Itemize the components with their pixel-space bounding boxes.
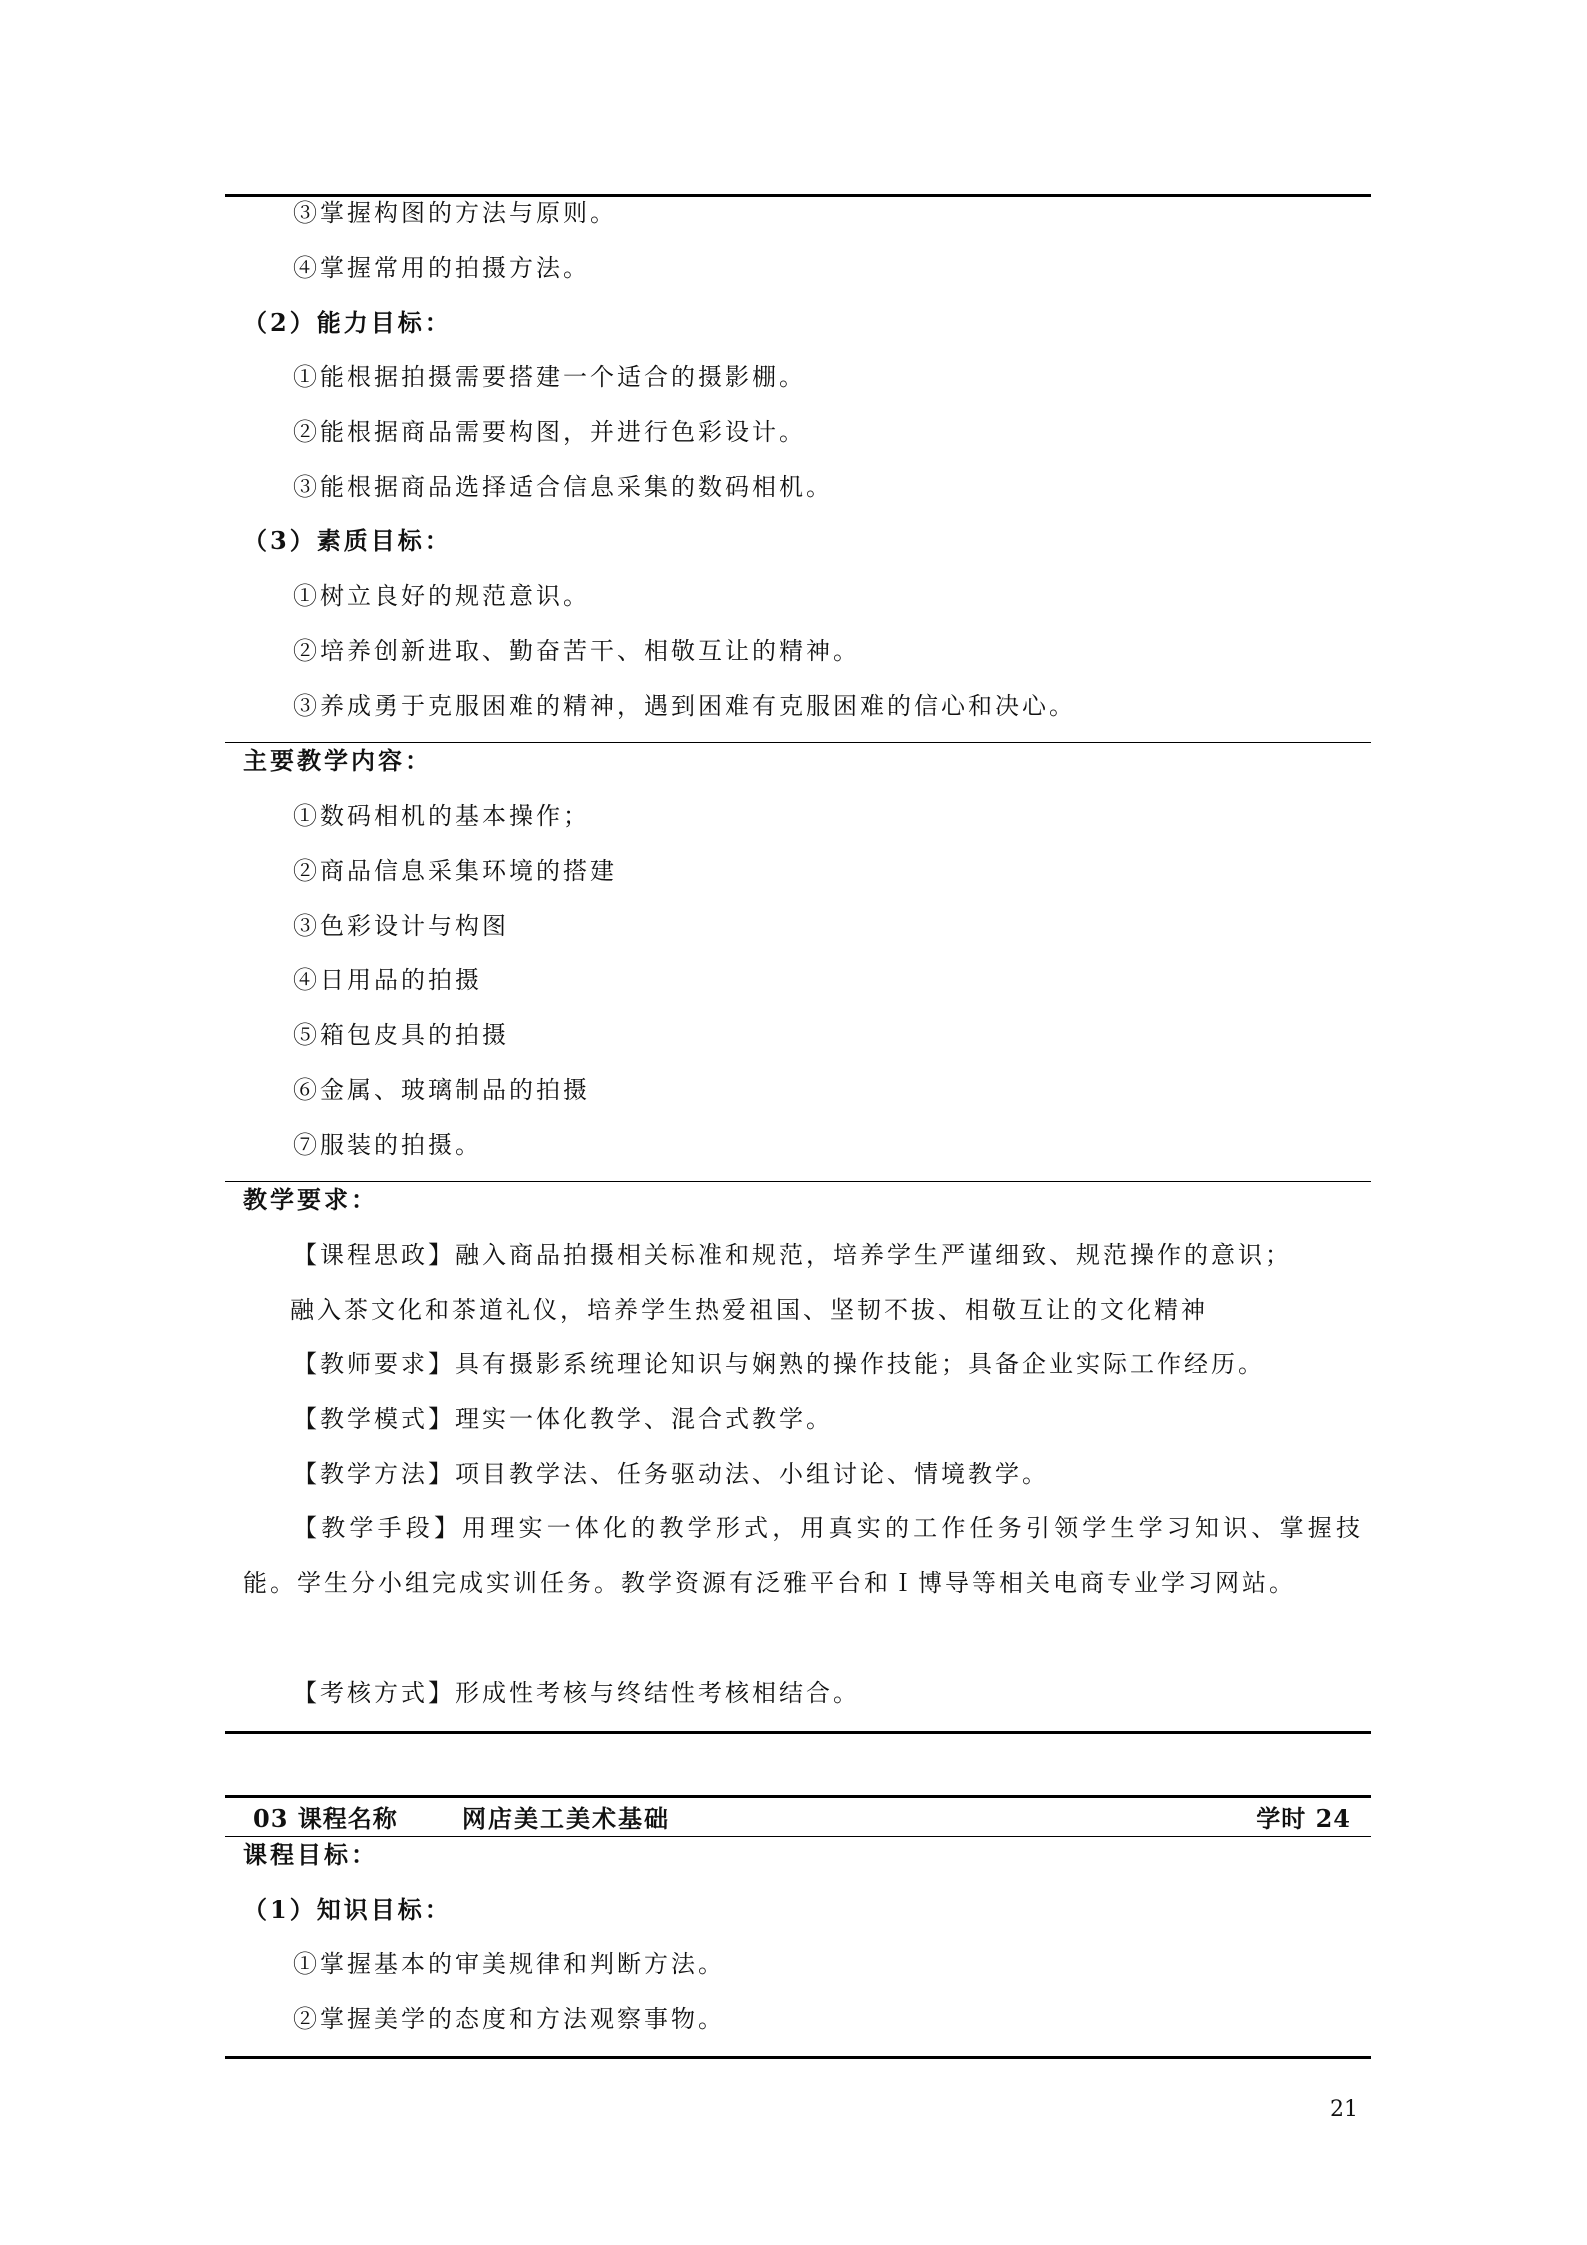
teacher-requirement: 【教师要求】具有摄影系统理论知识与娴熟的操作技能；具备企业实际工作经历。 [293,1350,1265,1378]
course-header-divider [225,1836,1371,1837]
teaching-mode: 【教学模式】理实一体化教学、混合式教学。 [293,1405,833,1433]
knowledge-item-4: ④掌握常用的拍摄方法。 [293,254,590,282]
course-knowledge-item-1: ①掌握基本的审美规律和判断方法。 [293,1950,725,1978]
main-content-item-3: ③色彩设计与构图 [293,912,509,940]
course-number-label: 03 课程名称 [253,1804,398,1833]
course-knowledge-heading: （1）知识目标： [243,1895,452,1924]
table-bottom-rule [225,1731,1371,1734]
course-table-top-rule [225,1795,1371,1798]
course-objectives-heading: 课程目标： [243,1840,378,1869]
knowledge-item-3: ③掌握构图的方法与原则。 [293,199,617,227]
page-number: 21 [1330,2097,1358,2122]
teaching-means: 【教学手段】用理实一体化的教学形式，用真实的工作任务引领学生学习知识、掌握技能。学生分小组完成实训任务。教学资源有泛雅平台和Ｉ博导等相关电商专业学习网站。 [243,1514,1363,1597]
main-content-item-4: ④日用品的拍摄 [293,966,482,994]
main-content-item-1: ①数码相机的基本操作； [293,802,590,830]
section-divider [225,1181,1371,1182]
ability-item-3: ③能根据商品选择适合信息采集的数码相机。 [293,473,833,501]
main-content-item-6: ⑥金属、玻璃制品的拍摄 [293,1076,590,1104]
main-content-item-2: ②商品信息采集环境的搭建 [293,857,617,885]
ideology-line-1: 【课程思政】融入商品拍摄相关标准和规范，培养学生严谨细致、规范操作的意识； [293,1241,1292,1269]
ability-heading: （2）能力目标： [243,308,452,337]
assessment-method: 【考核方式】形成性考核与终结性考核相结合。 [293,1679,860,1707]
ability-item-1: ①能根据拍摄需要搭建一个适合的摄影棚。 [293,363,806,391]
requirements-heading: 教学要求： [243,1185,378,1214]
section-divider [225,742,1371,743]
course-table-bottom-rule [225,2056,1371,2059]
quality-heading: （3）素质目标： [243,526,452,555]
course-hours: 学时 24 [1256,1804,1351,1833]
main-content-item-5: ⑤箱包皮具的拍摄 [293,1021,509,1049]
teaching-method: 【教学方法】项目教学法、任务驱动法、小组讨论、情境教学。 [293,1460,1049,1488]
quality-item-2: ②培养创新进取、勤奋苦干、相敬互让的精神。 [293,637,860,665]
course-name: 网店美工美术基础 [462,1804,670,1833]
ability-item-2: ②能根据商品需要构图，并进行色彩设计。 [293,418,806,446]
quality-item-1: ①树立良好的规范意识。 [293,582,590,610]
quality-item-3: ③养成勇于克服困难的精神，遇到困难有克服困难的信心和决心。 [293,692,1076,720]
course-knowledge-item-2: ②掌握美学的态度和方法观察事物。 [293,2005,725,2033]
main-content-item-7: ⑦服装的拍摄。 [293,1131,482,1159]
main-content-heading: 主要教学内容： [243,746,432,775]
ideology-line-2: 融入茶文化和茶道礼仪，培养学生热爱祖国、坚韧不拔、相敬互让的文化精神 [290,1296,1208,1324]
